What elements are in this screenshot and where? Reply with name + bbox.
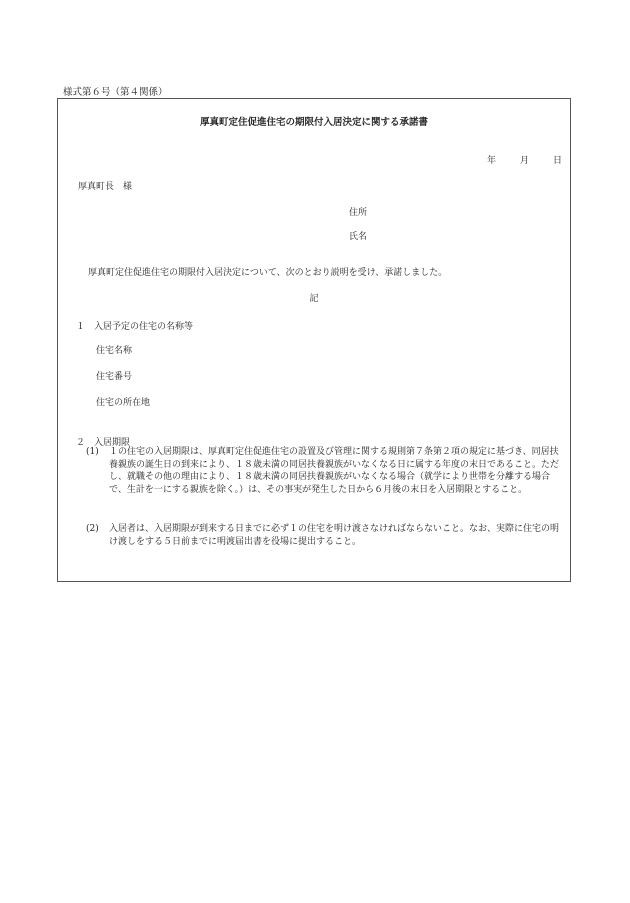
field-housing-location: 住宅の所在地 bbox=[96, 398, 151, 408]
item-text: 入居者は、入居期限が到来する日までに必ず１の住宅を明け渡さなければならないこと。なお、実際に住宅の明け渡しをする５日前までに明渡届出書を役場に提出すること。 bbox=[109, 524, 560, 547]
document-title: 厚真町定住促進住宅の期限付入居決定に関する承諾書 bbox=[199, 117, 428, 128]
form-number: 様式第６号（第４関係） bbox=[63, 87, 168, 98]
date-day: 日 bbox=[552, 156, 562, 166]
date-line bbox=[487, 153, 562, 166]
consent-statement: 厚真町定住促進住宅の期限付入居決定について、次のとおり説明を受け、承諾しました。 bbox=[88, 268, 448, 278]
field-housing-name: 住宅名称 bbox=[96, 346, 133, 356]
date-month: 月 bbox=[519, 156, 529, 166]
list-item bbox=[86, 523, 564, 548]
section1-heading: １ 入居予定の住宅の名称等 bbox=[76, 322, 194, 332]
ki-heading: 記 bbox=[309, 294, 319, 304]
item-text: １の住宅の入居期限は、厚真町定住促進住宅の設置及び管理に関する規則第７条第２項の規定に基づき、同居扶養親族の誕生日の到来により、１８歳未満の同居扶養親族がいなくなる日に属する年度の末日であること。ただし、就職その他の理由により、１８歳未満の同居扶養親族がいなくなる場合（就学により世帯を分離する場合で、生計を一にする親族を除く。）は、その事実が発生した日から６月後の末日を入居期限とすること。 bbox=[109, 447, 560, 495]
item-number: (2) bbox=[86, 524, 99, 534]
section2-heading: ２ 入居期限 bbox=[76, 438, 131, 448]
field-housing-number: 住宅番号 bbox=[96, 372, 133, 382]
address-label: 住所 bbox=[349, 208, 368, 218]
list-item bbox=[86, 446, 564, 496]
recipient: 厚真町長 様 bbox=[78, 182, 133, 192]
date-year: 年 bbox=[486, 156, 496, 166]
form-frame bbox=[57, 98, 571, 582]
name-label: 氏名 bbox=[349, 232, 368, 242]
item-number: (1) bbox=[86, 447, 99, 457]
